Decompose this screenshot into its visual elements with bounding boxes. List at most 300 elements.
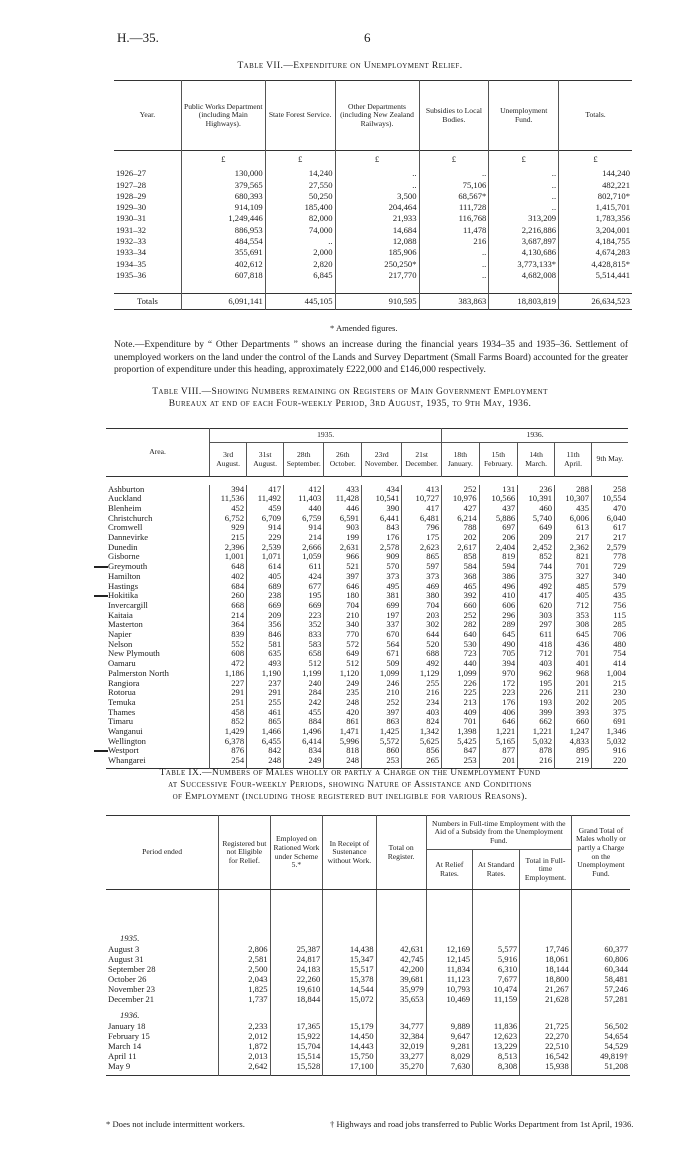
t7-head-unemployment-fund: Unemployment Fund. xyxy=(489,81,559,151)
table8-title-line1: Table VIII.—Showing Numbers remaining on Registers of Main Government Employment xyxy=(152,387,548,397)
table7-footnote: * Amended figures. xyxy=(330,323,398,333)
t7-row xyxy=(114,236,632,247)
t9-row xyxy=(106,985,630,995)
t9-cell: 17,100 xyxy=(323,1062,376,1072)
t8-cell: 131 xyxy=(479,485,518,495)
t9-cell: 11,123 xyxy=(426,975,472,985)
t7-cell: .. xyxy=(335,169,419,180)
t8-cell: 424 xyxy=(284,572,324,582)
t9-cell: 21,267 xyxy=(520,985,572,995)
t9-cell: 2,806 xyxy=(219,945,270,955)
t8-cell: 373 xyxy=(362,572,402,582)
t8-cell: 649 xyxy=(518,523,555,533)
t7-cell: 3,773,133* xyxy=(489,259,559,270)
t8-cell: 691 xyxy=(592,717,628,727)
t9-head-fulltime-group: Numbers in Full-time Employment with the Aid of a Subsidy from the Unemployment Fund. xyxy=(426,816,571,850)
t8-cell: 614 xyxy=(247,562,284,572)
t8-cell: 669 xyxy=(247,601,284,611)
t8-cell: 446 xyxy=(324,504,362,514)
t8-cell: 417 xyxy=(402,504,442,514)
t8-cell: 842 xyxy=(247,746,284,756)
t9-bottom-rule xyxy=(106,1072,630,1076)
t9-cell: 15,378 xyxy=(323,975,376,985)
t8-cell: 10,727 xyxy=(402,494,442,504)
t9-spacer-cell xyxy=(219,890,270,934)
t8-area-name: Dannevirke xyxy=(108,532,149,543)
t8-cell: 570 xyxy=(362,562,402,572)
t8-cell: 697 xyxy=(479,523,518,533)
t8-cell: 1,496 xyxy=(284,727,324,737)
t8-cell: 252 xyxy=(442,485,479,495)
t8-cell: 865 xyxy=(402,552,442,562)
t9-cell: 14,438 xyxy=(323,945,376,955)
t7-cell: 144,240 xyxy=(559,169,632,180)
t8-cell: 459 xyxy=(247,504,284,514)
t8-cell: 436 xyxy=(555,640,592,650)
t8-cell: 846 xyxy=(247,630,284,640)
t7-head-public-works: Public Works Department (including Main Highways). xyxy=(181,81,265,151)
t8-cell: 296 xyxy=(479,611,518,621)
t7-cell: 886,953 xyxy=(181,225,265,236)
t8-cell: 226 xyxy=(442,679,479,689)
t9-cell: 22,270 xyxy=(520,1032,572,1042)
t7-cell: .. xyxy=(489,191,559,202)
t7-cell: 3,687,897 xyxy=(489,236,559,247)
t8-cell: 403 xyxy=(402,708,442,718)
t8-cell: 584 xyxy=(442,562,479,572)
t9-cell: 10,793 xyxy=(426,985,472,995)
t9-cell: 8,513 xyxy=(473,1052,520,1062)
t7-cell: 12,088 xyxy=(335,236,419,247)
t9-cell: 49,819† xyxy=(571,1052,630,1062)
t9-head-period: Period ended xyxy=(106,816,219,890)
t9-cell: 5,577 xyxy=(473,945,520,955)
t8-cell: 668 xyxy=(210,601,247,611)
t8-cell: 606 xyxy=(479,601,518,611)
t8-cell: 409 xyxy=(442,708,479,718)
t8-area-name: Gisborne xyxy=(108,551,140,562)
t8-cell: 5,740 xyxy=(518,514,555,524)
t9-year-label: 1936. xyxy=(120,1010,140,1021)
t8-cell: 282 xyxy=(442,620,479,630)
t8-cell: 195 xyxy=(284,591,324,601)
t8-cell: 10,391 xyxy=(518,494,555,504)
t9-year-cell xyxy=(323,1011,376,1022)
t8-cell: 512 xyxy=(324,659,362,669)
t8-area-name: Auckland xyxy=(108,493,142,504)
t9-spacer-cell xyxy=(520,890,572,934)
t9-cell: 15,179 xyxy=(323,1022,376,1032)
t8-cell: 608 xyxy=(210,649,247,659)
t8-area xyxy=(106,756,210,766)
t7-totals-row xyxy=(114,293,632,309)
t9-bottom-cell xyxy=(473,1072,520,1076)
t9-cell: 18,144 xyxy=(520,965,572,975)
t8-cell: 660 xyxy=(555,717,592,727)
t8-area-name: Kaitaia xyxy=(108,609,133,620)
t7-cell: 802,710* xyxy=(559,191,632,202)
t9-year-cell xyxy=(426,934,472,945)
t8-cell: 437 xyxy=(479,504,518,514)
t7-body xyxy=(114,151,632,310)
t8-cell: 248 xyxy=(247,756,284,766)
t8-cell: 852 xyxy=(210,717,247,727)
t8-cell: 579 xyxy=(592,582,628,592)
t7-row xyxy=(114,225,632,236)
t9-cell: 42,631 xyxy=(376,945,426,955)
t8-cell: 712 xyxy=(555,601,592,611)
t7-head-totals: Totals. xyxy=(559,81,632,151)
t8-cell: 858 xyxy=(442,552,479,562)
t9-cell: 6,310 xyxy=(473,965,520,975)
t8-cell: 929 xyxy=(210,523,247,533)
t7-spacer-cell xyxy=(419,281,489,293)
t8-cell: 770 xyxy=(324,630,362,640)
t8-cell: 704 xyxy=(324,601,362,611)
t8-cell: 364 xyxy=(210,620,247,630)
t8-head-period: 3rd August. xyxy=(210,443,247,477)
t8-cell: 10,307 xyxy=(555,494,592,504)
t8-cell: 251 xyxy=(210,698,247,708)
t8-cell: 914 xyxy=(284,523,324,533)
t7-cell: 313,209 xyxy=(489,214,559,225)
t8-cell: 417 xyxy=(518,591,555,601)
t8-cell: 824 xyxy=(402,717,442,727)
t8-cell: 645 xyxy=(555,630,592,640)
t8-cell: 199 xyxy=(324,533,362,543)
t8-cell: 1,342 xyxy=(402,727,442,737)
t8-area-name: Oamaru xyxy=(108,658,136,669)
t7-head-subsidies: Subsidies to Local Bodies. xyxy=(419,81,489,151)
t8-cell: 260 xyxy=(210,591,247,601)
t9-cell: 7,630 xyxy=(426,1062,472,1072)
t8-cell: 223 xyxy=(479,688,518,698)
t8-cell: 197 xyxy=(362,611,402,621)
t8-cell: 1,129 xyxy=(402,669,442,679)
t8-cell: 1,001 xyxy=(210,552,247,562)
t8-cell: 884 xyxy=(284,717,324,727)
t8-cell: 670 xyxy=(362,630,402,640)
t8-cell: 701 xyxy=(555,562,592,572)
t8-cell: 246 xyxy=(362,679,402,689)
t9-row xyxy=(106,975,630,985)
t7-year: 1933–34 xyxy=(116,247,147,258)
t8-cell: 6,214 xyxy=(442,514,479,524)
t7-cell: 1,249,446 xyxy=(181,214,265,225)
t7-spacer xyxy=(114,281,632,293)
t7-cell: 607,818 xyxy=(181,270,265,281)
t8-cell: 211 xyxy=(555,688,592,698)
t7-spacer-cell xyxy=(489,281,559,293)
t7-unit: £ xyxy=(181,151,265,169)
t8-cell: 248 xyxy=(324,756,362,766)
t7-cell: 11,478 xyxy=(419,225,489,236)
t9-year-cell xyxy=(571,1011,630,1022)
t8-head-period: 26th October. xyxy=(324,443,362,477)
t8-cell: 176 xyxy=(479,698,518,708)
t9-year-cell xyxy=(571,934,630,945)
t8-cell: 597 xyxy=(402,562,442,572)
t8-cell: 465 xyxy=(442,582,479,592)
t7-cell: 3,500 xyxy=(335,191,419,202)
t8-cell: 688 xyxy=(402,649,442,659)
t9-cell: 15,750 xyxy=(323,1052,376,1062)
t8-cell: 916 xyxy=(592,746,628,756)
t8-cell: 209 xyxy=(247,611,284,621)
t8-area-name: Temuka xyxy=(108,696,136,707)
t9-spacer-cell xyxy=(106,890,219,934)
t8-cell: 413 xyxy=(402,485,442,495)
t8-area-name: Thames xyxy=(108,706,136,717)
t9-cell: 34,777 xyxy=(376,1022,426,1032)
t9-period: April 11 xyxy=(108,1050,137,1061)
t9-head-registered: Registered but not Eligible for Relief. xyxy=(219,816,270,890)
t9-cell: 35,979 xyxy=(376,985,426,995)
t8-cell: 390 xyxy=(362,504,402,514)
t7-year: 1935–36 xyxy=(116,269,147,280)
t9-spacer-cell xyxy=(270,890,323,934)
t9-cell: 11,159 xyxy=(473,995,520,1005)
t7-cell: 2,820 xyxy=(265,259,335,270)
t8-cell: 5,032 xyxy=(518,737,555,747)
t8-cell: 611 xyxy=(518,630,555,640)
t8-cell: 308 xyxy=(555,620,592,630)
t8-area-name: Hastings xyxy=(108,580,139,591)
t8-head-period: 18th January. xyxy=(442,443,479,477)
t7-row xyxy=(114,180,632,191)
t8-cell: 1,186 xyxy=(210,669,247,679)
t9-head-standard-rates: At Standard Rates. xyxy=(473,850,520,890)
t7-cell: 185,906 xyxy=(335,248,419,259)
t7-year: 1927–28 xyxy=(116,179,147,190)
t8-cell: 375 xyxy=(592,708,628,718)
t9-year-cell xyxy=(473,934,520,945)
t9-year-cell xyxy=(323,934,376,945)
t9-cell: 14,544 xyxy=(323,985,376,995)
t8-cell: 440 xyxy=(284,504,324,514)
t8-cell: 202 xyxy=(555,698,592,708)
t9-cell: 10,469 xyxy=(426,995,472,1005)
t9-period: September 28 xyxy=(108,963,156,974)
t8-cell: 581 xyxy=(247,640,284,650)
t8-cell: 210 xyxy=(324,611,362,621)
t8-cell: 1,221 xyxy=(479,727,518,737)
t7-cell: 116,768 xyxy=(419,214,489,225)
t9-cell: 18,844 xyxy=(270,995,323,1005)
t8-cell: 701 xyxy=(442,717,479,727)
t8-cell: 433 xyxy=(324,485,362,495)
t9-cell: 12,623 xyxy=(473,1032,520,1042)
t8-cell: 340 xyxy=(324,620,362,630)
t7-cell: 4,428,815* xyxy=(559,259,632,270)
t8-cell: 229 xyxy=(247,533,284,543)
t8-cell: 876 xyxy=(210,746,247,756)
t8-cell: 220 xyxy=(592,756,628,766)
t8-area-name: Hokitika xyxy=(108,590,139,601)
t8-cell: 375 xyxy=(518,572,555,582)
t9-period: November 23 xyxy=(108,983,156,994)
t8-cell: 337 xyxy=(362,620,402,630)
t7-spacer-cell xyxy=(265,281,335,293)
table8 xyxy=(106,428,628,769)
t8-cell: 485 xyxy=(555,582,592,592)
t8-cell: 1,190 xyxy=(247,669,284,679)
t8-cell: 255 xyxy=(247,698,284,708)
t8-cell: 205 xyxy=(592,698,628,708)
t8-cell: 6,759 xyxy=(284,514,324,524)
t9-period: May 9 xyxy=(108,1060,131,1071)
t8-cell: 1,199 xyxy=(284,669,324,679)
t7-cell: 1,415,701 xyxy=(559,202,632,213)
t8-cell: 410 xyxy=(479,591,518,601)
t9-cell: 19,610 xyxy=(270,985,323,995)
t8-area-name: Blenheim xyxy=(108,502,142,513)
t8-cell: 645 xyxy=(479,630,518,640)
t7-cell: 50,250 xyxy=(265,191,335,202)
t8-cell: 530 xyxy=(442,640,479,650)
t7-total-cell: 6,091,141 xyxy=(181,293,265,309)
t8-cell: 6,441 xyxy=(362,514,402,524)
table9-title-line2: at Successive Four-weekly Periods, showing Nature of Assistance and Conditions xyxy=(168,780,532,790)
t9-period: December 21 xyxy=(108,993,155,1004)
t8-cell: 469 xyxy=(402,582,442,592)
t8-cell: 2,404 xyxy=(479,543,518,553)
t7-cell: 216 xyxy=(419,236,489,247)
t9-bottom-cell xyxy=(270,1072,323,1076)
t7-cell: .. xyxy=(489,180,559,191)
t8-cell: 214 xyxy=(284,533,324,543)
t8-cell: 1,466 xyxy=(247,727,284,737)
t9-row xyxy=(106,1032,630,1042)
t8-area-name: Whangarei xyxy=(108,755,146,766)
t8-cell: 175 xyxy=(402,533,442,543)
t9-period: August 3 xyxy=(108,943,140,954)
t8-cell: 970 xyxy=(479,669,518,679)
t8-cell: 381 xyxy=(362,591,402,601)
t8-cell: 6,709 xyxy=(247,514,284,524)
t9-year-cell xyxy=(520,934,572,945)
t9-cell: 7,677 xyxy=(473,975,520,985)
t8-cell: 2,396 xyxy=(210,543,247,553)
t9-body xyxy=(106,890,630,1076)
t7-cell: 21,933 xyxy=(335,214,419,225)
t9-cell: 22,260 xyxy=(270,975,323,985)
t8-cell: 2,623 xyxy=(402,543,442,553)
t8-area-name: Invercargill xyxy=(108,599,148,610)
t9-cell: 42,200 xyxy=(376,965,426,975)
t9-period: March 14 xyxy=(108,1040,142,1051)
t9-cell: 1,825 xyxy=(219,985,270,995)
t7-cell: .. xyxy=(419,169,489,180)
t8-cell: 1,429 xyxy=(210,727,247,737)
t9-cell: 33,277 xyxy=(376,1052,426,1062)
t8-head-period: 9th May. xyxy=(592,443,628,477)
t8-cell: 512 xyxy=(284,659,324,669)
t9-year-row xyxy=(106,1011,630,1022)
t8-cell: 611 xyxy=(284,562,324,572)
t9-cell: 54,529 xyxy=(571,1042,630,1052)
t9-cell: 1,737 xyxy=(219,995,270,1005)
t8-head-period: 21st December. xyxy=(402,443,442,477)
t8-cell: 289 xyxy=(479,620,518,630)
t8-area-name: New Plymouth xyxy=(108,648,160,659)
t9-cell: 2,043 xyxy=(219,975,270,985)
t8-cell: 380 xyxy=(402,591,442,601)
t7-cell: 217,770 xyxy=(335,270,419,281)
t9-period: February 15 xyxy=(108,1030,150,1041)
t9-cell: 24,183 xyxy=(270,965,323,975)
t9-year-cell xyxy=(219,1011,270,1022)
t8-area-name: Rotorua xyxy=(108,687,136,698)
t9-bottom-cell xyxy=(520,1072,572,1076)
t8-area-name: Timaru xyxy=(108,716,133,727)
t9-cell: 24,817 xyxy=(270,955,323,965)
t8-head-period: 31st August. xyxy=(247,443,284,477)
t8-cell: 2,666 xyxy=(284,543,324,553)
t8-area-name: Masterton xyxy=(108,619,143,630)
t8-cell: 215 xyxy=(210,533,247,543)
t7-year: 1931–32 xyxy=(116,224,147,235)
table9-title-line1: Table IX.—Numbers of Males wholly or partly a Charge on the Unemployment Fund xyxy=(159,768,541,778)
t7-spacer-cell xyxy=(181,281,265,293)
t8-cell: 418 xyxy=(518,640,555,650)
t8-cell: 240 xyxy=(284,679,324,689)
t8-cell: 660 xyxy=(442,601,479,611)
t7-cell: .. xyxy=(419,248,489,259)
t7-cell: 680,393 xyxy=(181,191,265,202)
table9 xyxy=(106,815,630,1076)
t8-head-year-1935: 1935. xyxy=(210,429,442,443)
t9-row xyxy=(106,1062,630,1072)
t7-head-year: Year. xyxy=(139,110,156,120)
t8-cell: 254 xyxy=(210,756,247,766)
t8-cell: 1,398 xyxy=(442,727,479,737)
t9-cell: 13,229 xyxy=(473,1042,520,1052)
t8-cell: 1,071 xyxy=(247,552,284,562)
t8-cell: 10,566 xyxy=(479,494,518,504)
t8-cell: 617 xyxy=(592,523,628,533)
t7-year: 1926–27 xyxy=(116,168,147,179)
t8-cell: 852 xyxy=(518,552,555,562)
t8-cell: 552 xyxy=(210,640,247,650)
t8-cell: 962 xyxy=(518,669,555,679)
t7-cell: 68,567* xyxy=(419,191,489,202)
t8-cell: 235 xyxy=(324,688,362,698)
t7-cell: 14,684 xyxy=(335,225,419,236)
page-number: 6 xyxy=(364,30,371,45)
t8-cell: 397 xyxy=(324,572,362,582)
t8-head-period: 15th February. xyxy=(479,443,518,477)
t9-row xyxy=(106,1052,630,1062)
t8-cell: 472 xyxy=(210,659,247,669)
t9-cell: 9,889 xyxy=(426,1022,472,1032)
t8-cell: 863 xyxy=(362,717,402,727)
t8-cell: 412 xyxy=(284,485,324,495)
t9-bottom-cell xyxy=(376,1072,426,1076)
t8-cell: 5,996 xyxy=(324,737,362,747)
t8-cell: 368 xyxy=(442,572,479,582)
t8-cell: 796 xyxy=(402,523,442,533)
t9-year-cell xyxy=(473,1011,520,1022)
t8-cell: 10,554 xyxy=(592,494,628,504)
t8-cell: 649 xyxy=(324,649,362,659)
t8-cell: 405 xyxy=(247,572,284,582)
t8-cell: 914 xyxy=(247,523,284,533)
t8-cell: 778 xyxy=(592,552,628,562)
t7-head-other-departments: Other Departments (including New Zealand Railways). xyxy=(335,81,419,151)
t7-total-cell: 445,105 xyxy=(265,293,335,309)
t9-row xyxy=(106,955,630,965)
